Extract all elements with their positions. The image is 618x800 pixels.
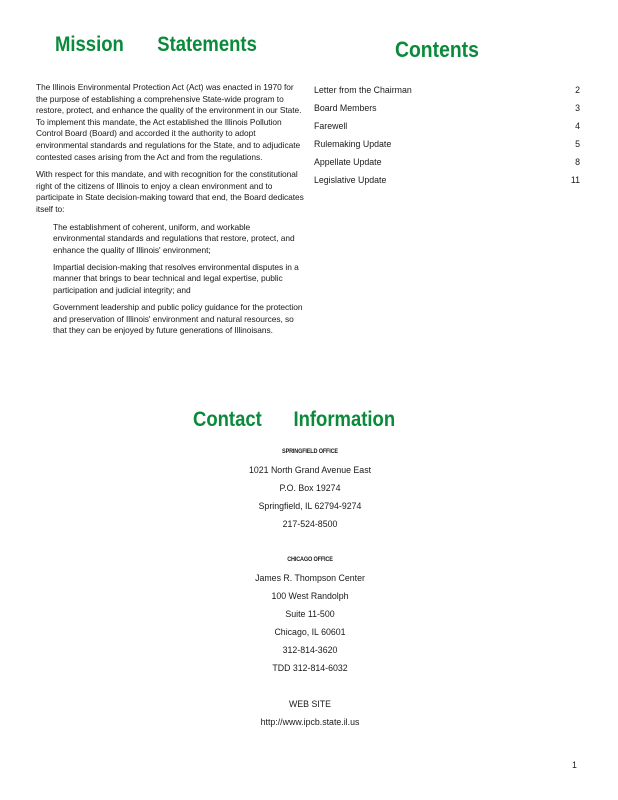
toc-entry-page: 11 — [570, 175, 580, 185]
contact-heading-word1: Contact — [193, 408, 262, 431]
toc-entry[interactable] — [314, 156, 580, 174]
chicago-address-line: 100 West Randolph — [271, 591, 349, 601]
mission-item: The establishment of coherent, uniform, and workable environmental standards and regulations that restore, protect, and enhance the quality of Illinois' environment; — [53, 221, 295, 255]
toc-entry-title: Appellate Update — [314, 157, 382, 167]
contact-heading-word2: Information — [293, 408, 396, 431]
chicago-address-line: James R. Thompson Center — [255, 573, 365, 583]
website-label: WEB SITE — [288, 699, 332, 709]
springfield-office-label: SPRINGFIELD OFFICE — [282, 448, 338, 455]
toc-entry[interactable] — [314, 174, 580, 192]
table-of-contents — [314, 84, 580, 192]
springfield-address-line: Springfield, IL 62794-9274 — [258, 501, 362, 511]
contents-heading: Contents — [395, 37, 479, 62]
chicago-address-line: Suite 11-500 — [285, 609, 335, 619]
mission-heading-word1: Mission — [55, 33, 124, 56]
springfield-address-line: P.O. Box 19274 — [279, 483, 341, 493]
toc-entry[interactable] — [314, 102, 580, 120]
chicago-address-line: Chicago, IL 60601 — [274, 627, 346, 637]
toc-entry-title: Letter from the Chairman — [314, 85, 412, 95]
mission-list — [36, 222, 304, 337]
mission-statement — [36, 82, 304, 342]
contact-information — [150, 443, 470, 731]
mission-item: Government leadership and public policy guidance for the protection and preservation of Illinois' environment and natural resources, so that they can be enjoyed by future generations of Illinoisans. — [53, 302, 303, 336]
mission-heading-word2: Statements — [157, 33, 257, 56]
springfield-address-line: 1021 North Grand Avenue East — [248, 465, 372, 475]
page-number: 1 — [572, 760, 577, 770]
chicago-phone: 312-814-3620 — [282, 645, 338, 655]
toc-entry-page: 5 — [575, 139, 580, 149]
contact-heading — [193, 408, 395, 432]
toc-entry-page: 3 — [575, 103, 580, 113]
mission-paragraph-2: With respect for this mandate, and with recognition for the constitutional right of the citizens of Illinois to enjoy a clean environment and to participate in State decision-making toward that end, the Board dedicates itself to: — [36, 169, 304, 214]
toc-entry-title: Legislative Update — [314, 175, 387, 185]
toc-entry-page: 8 — [575, 157, 580, 167]
toc-entry[interactable] — [314, 120, 580, 138]
mission-heading — [55, 33, 257, 57]
toc-entry-title: Board Members — [314, 103, 377, 113]
chicago-tdd: TDD 312-814-6032 — [272, 663, 348, 673]
website-link[interactable]: http://www.ipcb.state.il.us — [260, 717, 360, 727]
toc-entry-page: 2 — [575, 85, 580, 95]
toc-entry[interactable] — [314, 138, 580, 156]
mission-paragraph-1: The Illinois Environmental Protection Act (Act) was enacted in 1970 for the purpose of establishing a comprehensive State-wide program to restore, protect, and enhance the quality of the environment in our State. To implement this mandate, the Act established the Illinois Pollution Control Board (Board) and accorded it the authority to adopt environmental standards and regulations for the State, and to adjudicate contested cases arising from the Act and from the regulations. — [36, 82, 302, 162]
chicago-office-label: CHICAGO OFFICE — [287, 556, 333, 563]
toc-entry-title: Rulemaking Update — [314, 139, 392, 149]
toc-entry[interactable] — [314, 84, 580, 102]
springfield-phone: 217-524-8500 — [282, 519, 338, 529]
mission-item: Impartial decision-making that resolves environmental disputes in a manner that brings to bear technical and legal expertise, public participation and judicial integrity; and — [53, 261, 299, 295]
toc-entry-page: 4 — [575, 121, 580, 131]
toc-entry-title: Farewell — [314, 121, 348, 131]
